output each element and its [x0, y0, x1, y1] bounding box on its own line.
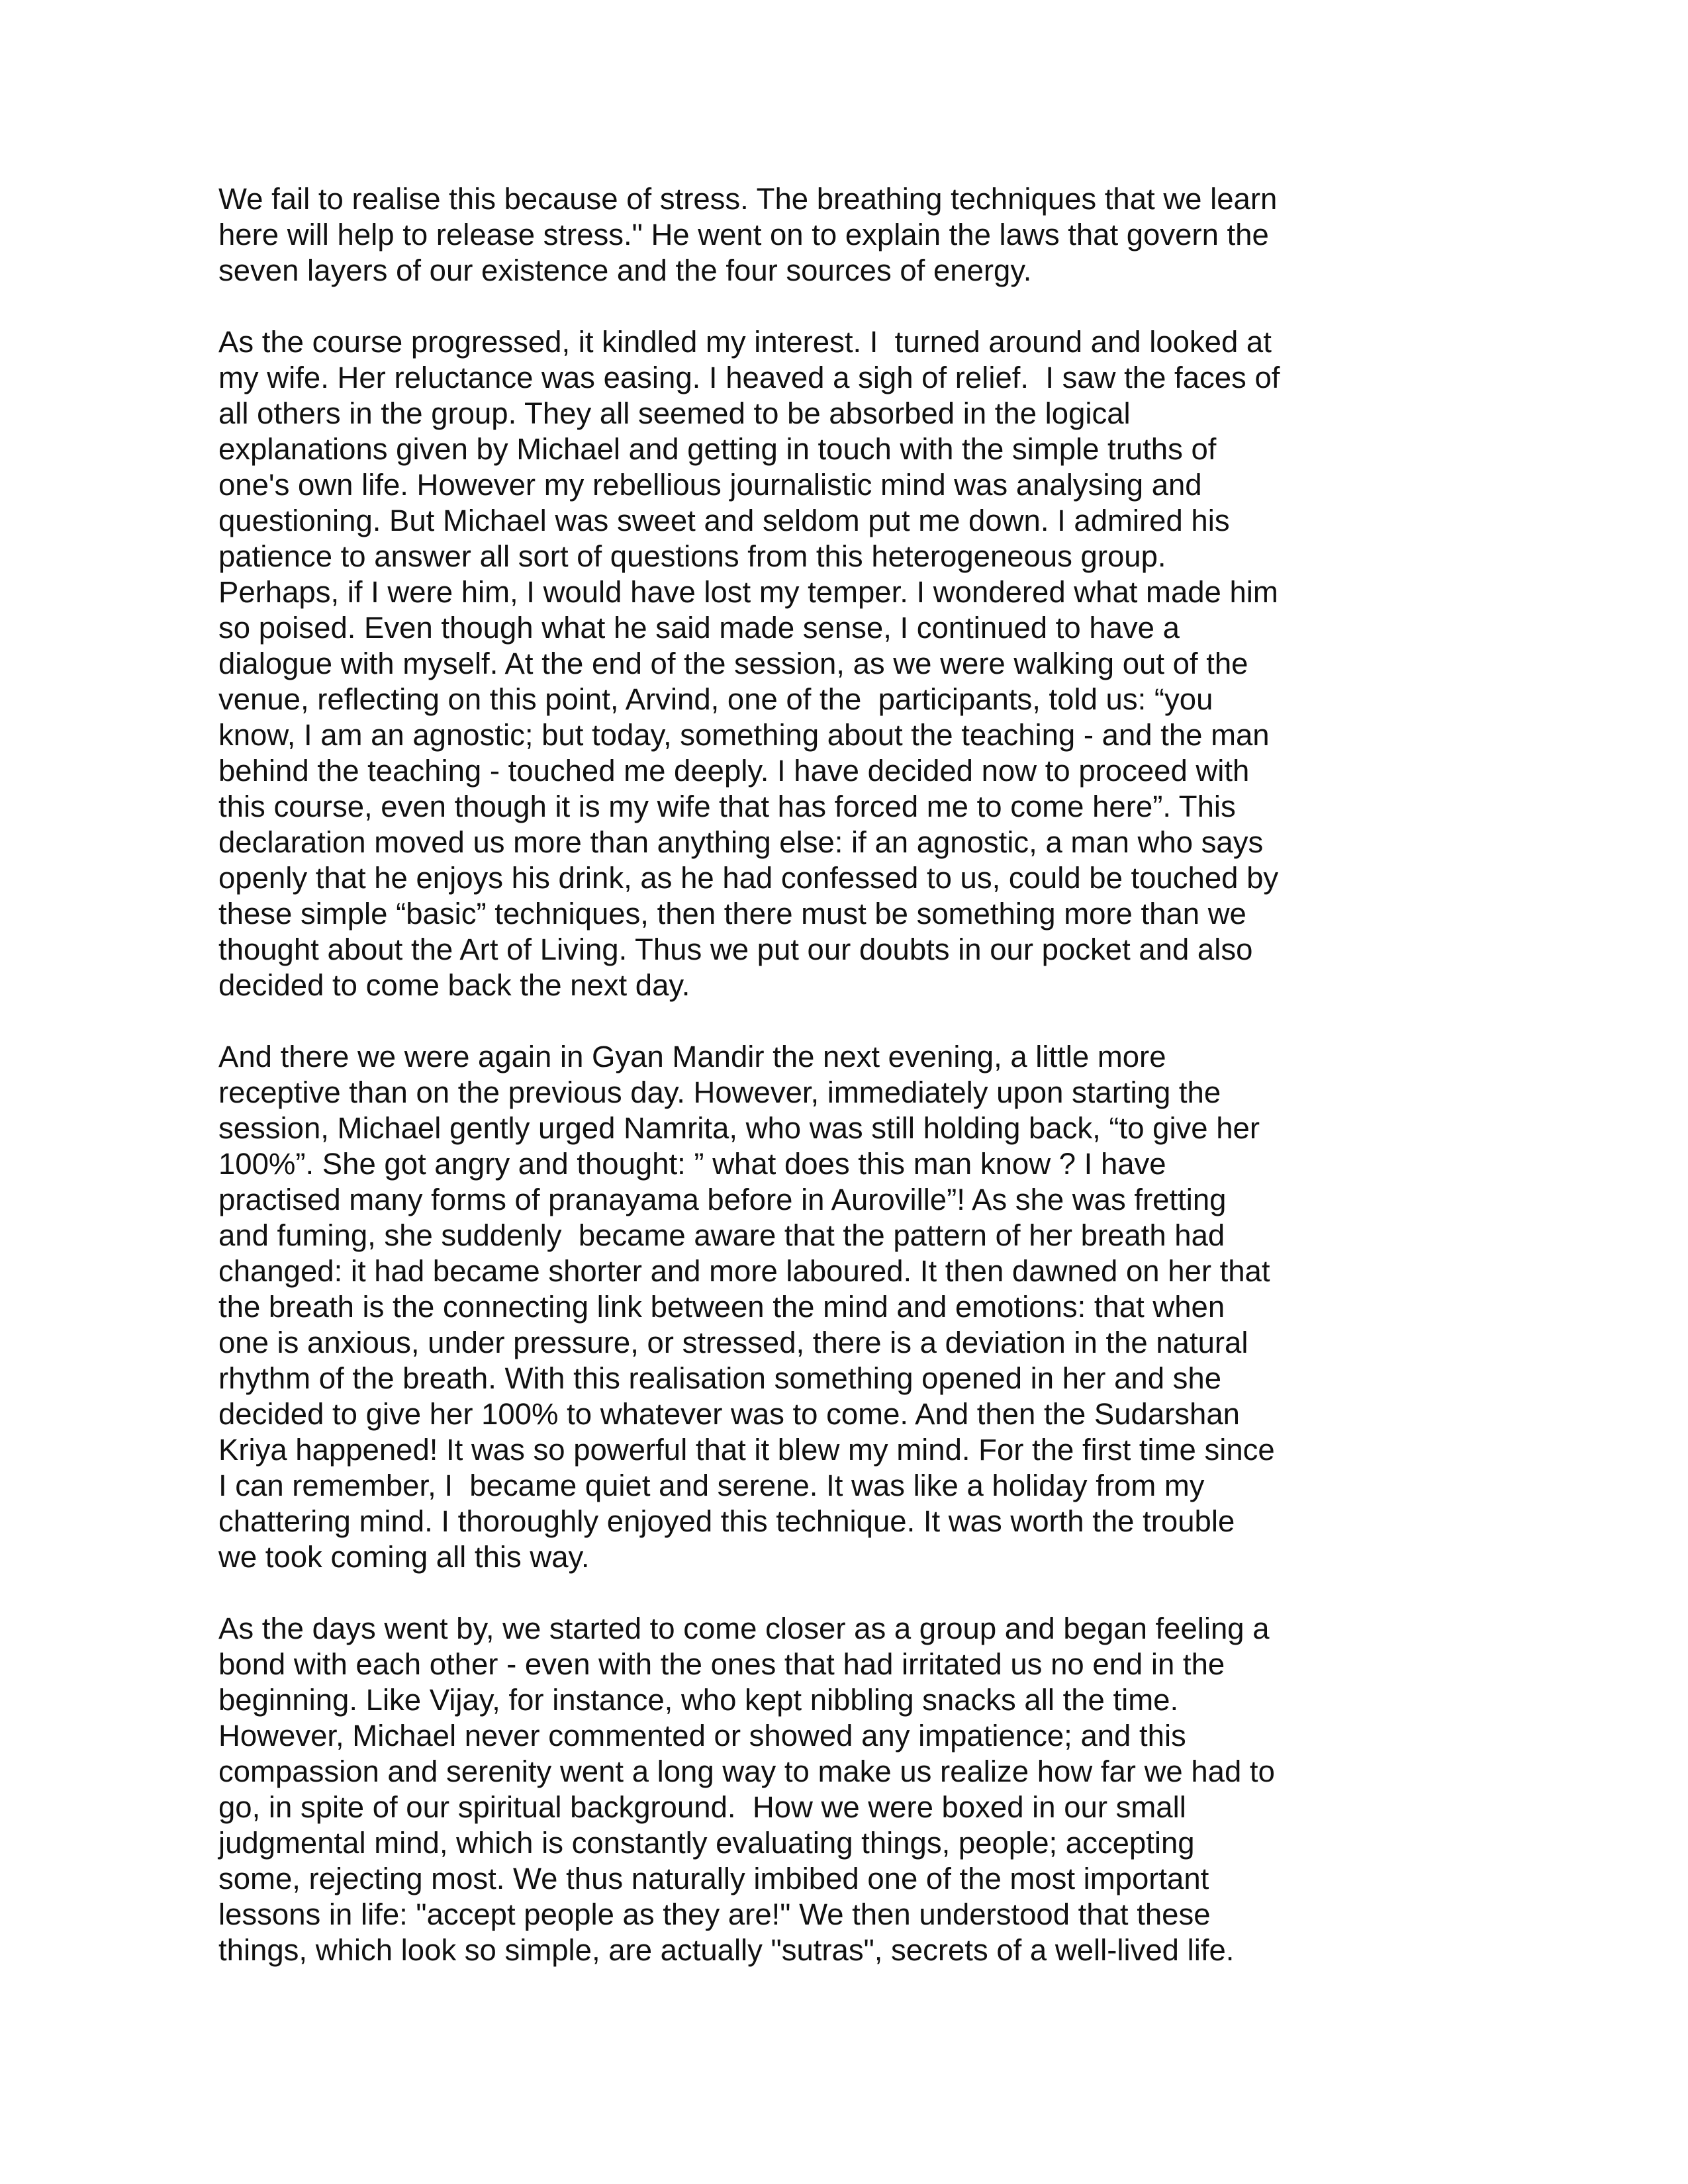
text-line: lessons in life: "accept people as they are!" We then understood that these — [218, 1897, 1211, 1931]
text-line: chattering mind. I thoroughly enjoyed this technique. It was worth the trouble — [218, 1504, 1235, 1538]
text-line: changed: it had became shorter and more laboured. It then dawned on her that — [218, 1254, 1270, 1288]
text-line: decided to give her 100% to whatever was to come. And then the Sudarshan — [218, 1397, 1240, 1431]
text-line: this course, even though it is my wife that has forced me to come here”. This — [218, 790, 1236, 823]
text-line: one is anxious, under pressure, or stressed, there is a deviation in the natural — [218, 1326, 1248, 1359]
paragraph-4 — [218, 1611, 1344, 1968]
text-line: I can remember, I became quiet and serene. It was like a holiday from my — [218, 1469, 1205, 1502]
text-line: As the course progressed, it kindled my interest. I turned around and looked at — [218, 325, 1272, 359]
paragraph-3 — [218, 1039, 1344, 1575]
text-line: go, in spite of our spiritual background. How we were boxed in our small — [218, 1790, 1186, 1824]
text-line: beginning. Like Vijay, for instance, who kept nibbling snacks all the time. — [218, 1683, 1179, 1717]
text-line: rhythm of the breath. With this realisation something opened in her and she — [218, 1361, 1222, 1395]
text-line: Kriya happened! It was so powerful that it blew my mind. For the first time since — [218, 1433, 1275, 1467]
text-line: the breath is the connecting link between the mind and emotions: that when — [218, 1290, 1225, 1324]
text-line: declaration moved us more than anything else: if an agnostic, a man who says — [218, 825, 1264, 859]
text-line: one's own life. However my rebellious journalistic mind was analysing and — [218, 468, 1202, 502]
text-line: thought about the Art of Living. Thus we put our doubts in our pocket and also — [218, 933, 1253, 966]
paragraph-1 — [218, 181, 1344, 289]
text-line: session, Michael gently urged Namrita, who was still holding back, “to give her — [218, 1111, 1260, 1145]
text-line: explanations given by Michael and getting in touch with the simple truths of — [218, 432, 1217, 466]
text-line: some, rejecting most. We thus naturally imbibed one of the most important — [218, 1862, 1209, 1895]
text-line: know, I am an agnostic; but today, something about the teaching - and the man — [218, 718, 1270, 752]
text-line: openly that he enjoys his drink, as he had confessed to us, could be touched by — [218, 861, 1279, 895]
text-line: compassion and serenity went a long way to make us realize how far we had to — [218, 1754, 1275, 1788]
text-line: 100%”. She got angry and thought: ” what does this man know ? I have — [218, 1147, 1166, 1181]
text-line: these simple “basic” techniques, then there must be something more than we — [218, 897, 1246, 931]
text-line: questioning. But Michael was sweet and seldom put me down. I admired his — [218, 504, 1230, 537]
document-body — [218, 181, 1344, 2004]
text-line: As the days went by, we started to come closer as a group and began feeling a — [218, 1612, 1270, 1645]
text-line: venue, reflecting on this point, Arvind, one of the participants, told us: “you — [218, 682, 1213, 716]
text-line: receptive than on the previous day. However, immediately upon starting the — [218, 1075, 1221, 1109]
text-line: behind the teaching - touched me deeply. I have decided now to proceed with — [218, 754, 1250, 788]
text-line: we took coming all this way. — [218, 1540, 590, 1574]
text-line: here will help to release stress." He went on to explain the laws that govern the — [218, 218, 1269, 251]
text-line: We fail to realise this because of stress. The breathing techniques that we learn — [218, 182, 1278, 216]
text-line: practised many forms of pranayama before in Auroville”! As she was fretting — [218, 1183, 1227, 1216]
text-line: my wife. Her reluctance was easing. I heaved a sigh of relief. I saw the faces of — [218, 361, 1280, 394]
text-line: bond with each other - even with the ones that had irritated us no end in the — [218, 1647, 1225, 1681]
text-line: things, which look so simple, are actually "sutras", secrets of a well-lived life. — [218, 1933, 1235, 1967]
text-line: seven layers of our existence and the four sources of energy. — [218, 253, 1032, 287]
text-line: And there we were again in Gyan Mandir the next evening, a little more — [218, 1040, 1166, 1073]
text-line: all others in the group. They all seemed to be absorbed in the logical — [218, 396, 1131, 430]
text-line: patience to answer all sort of questions from this heterogeneous group. — [218, 539, 1166, 573]
text-line: Perhaps, if I were him, I would have lost my temper. I wondered what made him — [218, 575, 1278, 609]
text-line: and fuming, she suddenly became aware that the pattern of her breath had — [218, 1218, 1225, 1252]
text-line: However, Michael never commented or showed any impatience; and this — [218, 1719, 1186, 1752]
text-line: judgmental mind, which is constantly evaluating things, people; accepting — [218, 1826, 1195, 1860]
text-line: so poised. Even though what he said made sense, I continued to have a — [218, 611, 1180, 645]
text-line: decided to come back the next day. — [218, 968, 690, 1002]
paragraph-2 — [218, 324, 1344, 1003]
text-line: dialogue with myself. At the end of the session, as we were walking out of the — [218, 647, 1248, 680]
